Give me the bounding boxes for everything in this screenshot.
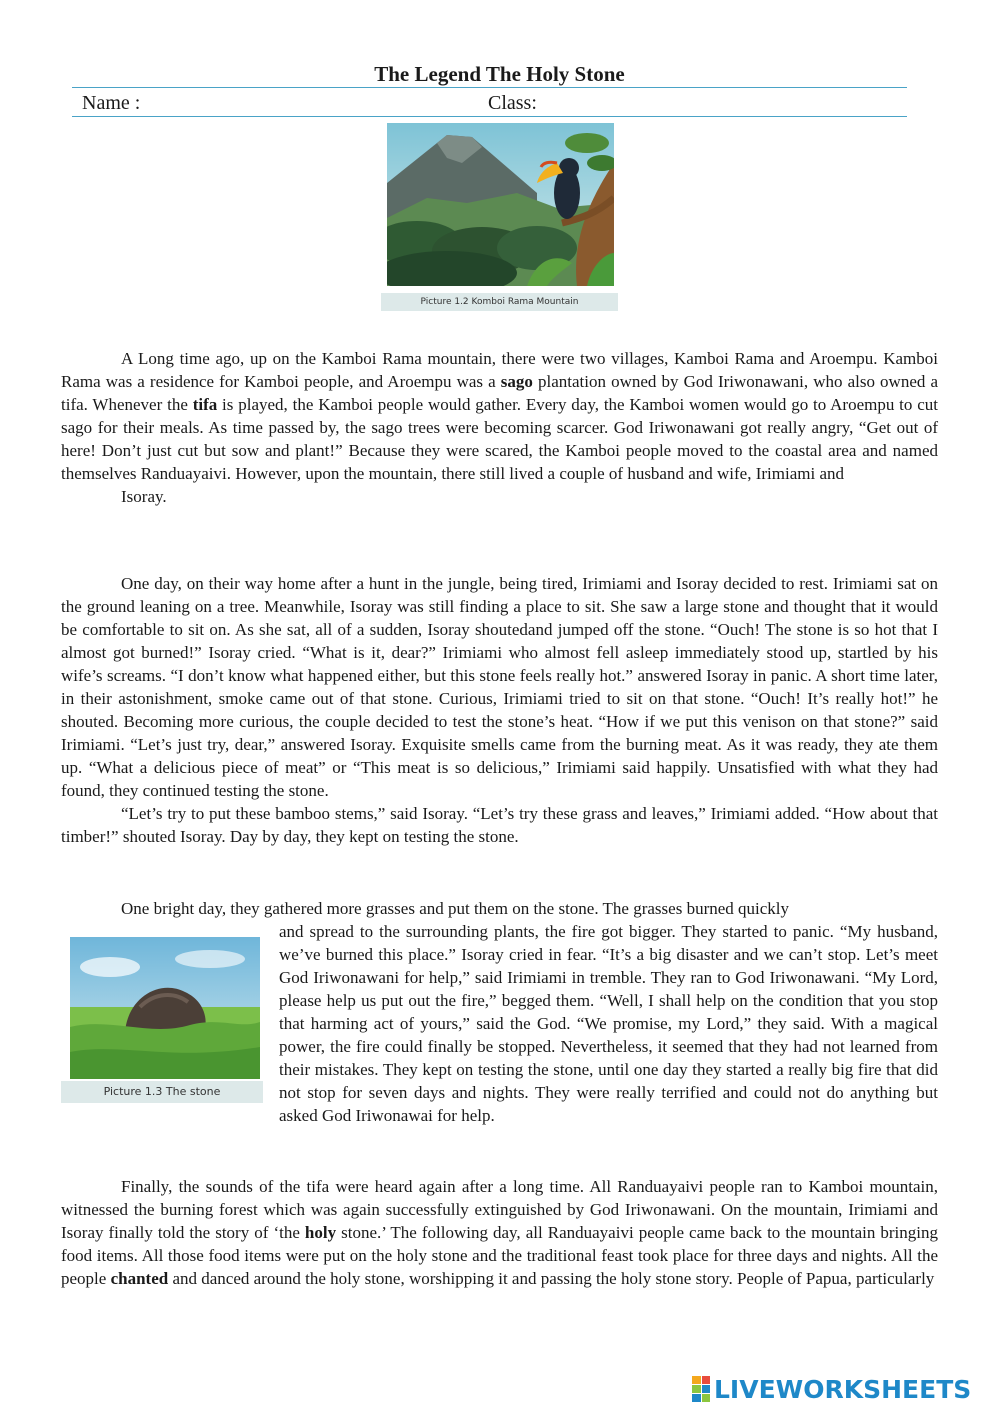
story-paragraph-4: One bright day, they gathered more grasses and put them on the stone. The grasses burned quickly Picture 1.3 The stone and spread to the surrounding plants, the fire got bigger. They started to panic. “My husband, we’ve burned this place.” Isoray cried in fear. “It’s a big disaster and we can’t stop. Let’s meet God Iriwonawani for help,” said Irimiami in tremble. They ran to God Iriwonawani. “My Lord, please help us put out the fire,” begged them. “Well, I shall help on the condition that you stop that harming act of yours,” said the God. “We promise, my Lord,” they said. With a magical power, the fire could finally be stopped. Nevertheless, it seemed that they had not learned from their mistakes. They kept on testing the stone, until one day they started a really big fire that did not stop for seven days and nights. They were really terrified and could not do anything but asked God Iriwonawai for help. — [61, 897, 938, 1127]
class-label: Class: — [488, 92, 537, 114]
name-label: Name : — [82, 92, 141, 114]
title-divider — [72, 87, 907, 88]
worksheet-title: The Legend The Holy Stone — [374, 62, 625, 86]
story-paragraph-2: One day, on their way home after a hunt in the jungle, being tired, Irimiami and Isoray decided to rest. Irimiami sat on the ground leaning on a tree. Meanwhile, Isoray was still finding a place to sit. She saw a large stone and thought that it would be comfortable to sit on. As she sat, all of a sudden, Isoray shoutedand jumped off the stone. “Ouch! The stone is so hot that I almost got burned!” Isoray cried. “What is it, dear?” Irimiami who almost fell asleep immediately stood up, startled by his wife’s screams. “I don’t know what happened either, but this stone feels really hot.” answered Isoray in panic. A short time later, in their astonishment, smoke came out of that stone. Curious, Irimiami tried to sit on that stone. “Ouch! It’s really hot!” he shouted. Becoming more curious, the couple decided to test the stone’s heat. “How if we put this venison on that stone?” said Irimiami. “Let’s just try, dear,” answered Isoray. Exquisite smells came from the burning meat. As it was ready, they ate them up. “What a delicious piece of meat” or “This meat is so delicious,” Irimiami said happily. Unsatisfied with what they had found, they continued testing the stone. “Let’s try to put these bamboo stems,” said Isoray. “Let’s try these grass and leaves,” Irimiami added. “How about that timber!” shouted Isoray. Day by day, they kept on testing the stone. — [61, 574, 938, 846]
liveworksheets-logo — [692, 1374, 971, 1404]
stone-picture-frame — [61, 924, 267, 1106]
stone-picture-caption: Picture 1.3 The stone — [61, 1081, 263, 1103]
story-paragraph-3: “Let’s try to put these bamboo stems,” said Isoray. “Let’s try these grass and leaves,” Irimiami added. “How about that timber!” shouted Isoray. Day by day, they kept on testing the stone. — [61, 804, 938, 846]
the-stone-picture — [70, 937, 260, 1079]
story-paragraph-5: Finally, the sounds of the tifa were heard again after a long time. All Randuayaivi people ran to Kamboi mountain, witnessed the burning forest which was again successfully extinguished by God Iriwonawani. On the mountain, Irimiami and Isoray finally told the story of ‘the holy stone.’ The following day, all Randuayaivi people came back to the mountain bringing food items. All those food items were put on the holy stone and the traditional feast took place for three days and nights. All the people chanted and danced around the holy stone, worshipping it and passing the holy stone story. People of Papua, particularly — [61, 1177, 938, 1288]
komboi-rama-mountain-picture — [387, 123, 614, 286]
name-divider — [72, 116, 907, 117]
liveworksheets-wordmark: LIVEWORKSHEETS — [714, 1374, 972, 1404]
picture-caption: Picture 1.2 Komboi Rama Mountain — [381, 293, 618, 311]
liveworksheets-icon — [692, 1376, 710, 1402]
story-paragraph-1: A Long time ago, up on the Kamboi Rama mountain, there were two villages, Kamboi Rama and Aroempu. Kamboi Rama was a residence for Kamboi people, and Aroempu was a sago plantation owned by God Iriwonawani, who also owned a tifa. Whenever the tifa is played, the Kamboi people would gather. Every day, the Kamboi women would go to Aroempu to cut sago for their meals. As time passed by, the sago trees were becoming scarcer. God Iriwonawani got really angry, “Get out of here! Don’t just cut but sow and plant!” Because they were scared, the Kamboi people moved to the coastal area and named themselves Randuayaivi. However, upon the mountain, there still lived a couple of husband and wife, Irimiami and Isoray. — [61, 349, 938, 506]
